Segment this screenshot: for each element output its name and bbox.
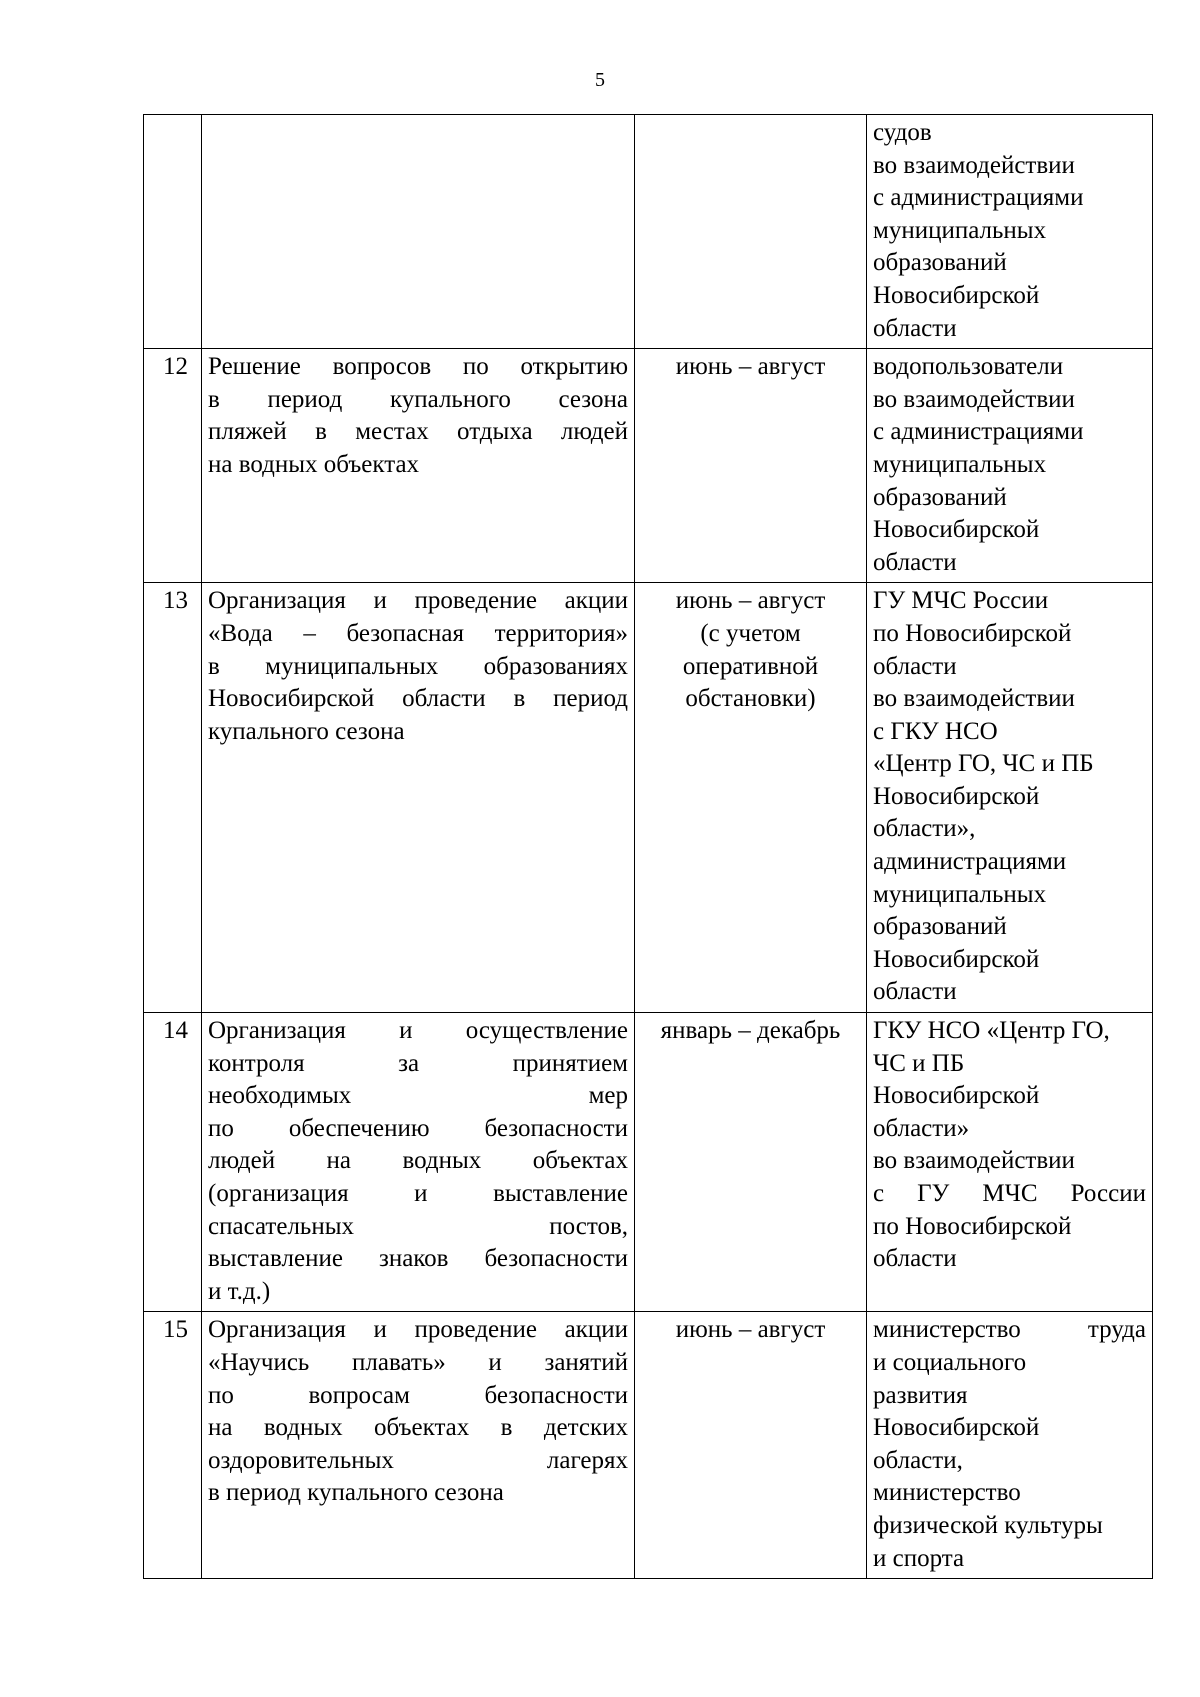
responsible-cell-line: развития [873,1381,968,1409]
term-cell [635,115,867,349]
event-cell [202,349,635,583]
term-cell-line: оперативной [682,652,819,680]
event-cell-line: «Вода – безопасная территория» [208,619,628,647]
table-row [144,349,1153,583]
responsible-cell-line: области [873,548,957,576]
responsible-cell [867,115,1153,349]
event-cell-line: выставление знаков безопасности [208,1245,628,1273]
responsible-cell-line: с администрациями [873,184,1084,212]
event-cell [202,1013,635,1312]
responsible-cell-line: муниципальных [873,216,1047,244]
responsible-cell-line: Новосибирской [873,945,1040,973]
responsible-cell [867,1013,1153,1312]
responsible-cell-line: и социального [873,1348,1027,1376]
event-cell-line: Новосибирской области в период [208,685,628,713]
responsible-cell-line: судов [873,119,932,146]
event-cell-line: людей на водных объектах [208,1147,628,1175]
responsible-cell-line: по Новосибирской [873,1212,1072,1240]
event-cell [202,583,635,1013]
responsible-cell-line: с администрациями [873,418,1084,446]
term-cell [635,1312,867,1579]
row-number: 13 [144,583,202,1013]
event-cell-line: Организация и проведение акции [208,1316,628,1344]
responsible-cell-line: Новосибирской [873,1414,1040,1442]
responsible-cell-line: области» [873,1114,970,1142]
event-cell [202,1312,635,1579]
responsible-cell-line: муниципальных [873,450,1047,478]
responsible-cell-line: во взаимодействии [873,685,1075,713]
event-cell-line: по вопросам безопасности [208,1381,628,1409]
row-number [144,115,202,349]
responsible-cell-line: образований [873,249,1007,277]
responsible-cell-line: области», [873,815,976,843]
page-number: 5 [595,69,605,91]
event-cell-line: «Научись плавать» и занятий [208,1348,628,1376]
event-cell-line: и т.д.) [208,1277,271,1305]
responsible-cell-line: области [873,1245,957,1273]
event-cell [202,115,635,349]
responsible-cell-line: и спорта [873,1544,965,1572]
event-cell-line: в период купального сезона [208,1479,504,1507]
event-cell-line: оздоровительных лагерях [208,1446,628,1474]
responsible-cell-line: области [873,314,957,342]
responsible-cell-line: ЧС и ПБ [873,1049,965,1077]
event-cell-line: (организация и выставление [208,1180,628,1207]
event-cell-line: Организация и проведение акции [208,587,628,615]
term-cell [635,1013,867,1312]
responsible-cell-line: образований [873,913,1007,941]
responsible-cell-line: области, [873,1446,963,1474]
responsible-cell-line: ГКУ НСО «Центр ГО, [873,1017,1110,1045]
responsible-cell-line: Новосибирской [873,1082,1040,1110]
responsible-cell-line: физической культуры [873,1511,1103,1539]
term-cell-line: июнь – август [675,353,826,381]
responsible-cell-line: министерство [873,1479,1021,1507]
table-row [144,115,1153,349]
term-cell-line: (с учетом [700,619,801,647]
term-cell [635,349,867,583]
table-row [144,1312,1153,1579]
event-cell-line: Решение вопросов по открытию [208,353,628,381]
responsible-cell-line: «Центр ГО, ЧС и ПБ [873,750,1094,778]
event-cell-line: Организация и осуществление [208,1017,628,1045]
responsible-cell-line: Новосибирской [873,782,1040,810]
responsible-cell-line: ГУ МЧС России [873,587,1049,615]
term-cell [635,583,867,1013]
responsible-cell-line: муниципальных [873,880,1047,908]
responsible-cell-line: области [873,978,957,1006]
responsible-cell-line: во взаимодействии [873,1147,1075,1175]
event-cell-line: пляжей в местах отдыха людей [208,418,628,446]
row-number: 12 [144,349,202,583]
table-row [144,583,1153,1013]
responsible-cell-line: с ГУ МЧС России [873,1180,1146,1207]
events-table-body [144,115,1153,1579]
responsible-cell-line: во взаимодействии [873,151,1075,179]
term-cell-line: обстановки) [685,685,816,713]
responsible-cell-line: Новосибирской [873,281,1040,309]
event-cell-line: спасательных постов, [208,1212,628,1240]
event-cell-line: по обеспечению безопасности [208,1114,628,1142]
event-cell-line: контроля за принятием [208,1049,628,1077]
responsible-cell-line: образований [873,483,1007,511]
responsible-cell-line: водопользователи [873,353,1064,381]
responsible-cell-line: во взаимодействии [873,385,1075,413]
events-table [143,114,1153,1579]
row-number: 15 [144,1312,202,1579]
term-cell-line: июнь – август [675,587,826,615]
event-cell-line: в период купального сезона [208,385,628,413]
event-cell-line: купального сезона [208,717,405,745]
row-number: 14 [144,1013,202,1312]
term-cell-line: январь – декабрь [660,1017,841,1045]
event-cell-line: необходимых мер [208,1082,628,1110]
responsible-cell [867,349,1153,583]
event-cell-line: на водных объектах в детских [208,1414,628,1442]
responsible-cell [867,583,1153,1013]
responsible-cell-line: министерство труда [873,1316,1146,1344]
responsible-cell-line: области [873,652,957,680]
responsible-cell-line: с ГКУ НСО [873,717,998,745]
responsible-cell [867,1312,1153,1579]
responsible-cell-line: Новосибирской [873,516,1040,544]
event-cell-line: в муниципальных образованиях [208,652,628,680]
table-row [144,1013,1153,1312]
responsible-cell-line: администрациями [873,848,1067,876]
term-cell-line: июнь – август [675,1316,826,1344]
responsible-cell-line: по Новосибирской [873,619,1072,647]
event-cell-line: на водных объектах [208,450,420,478]
